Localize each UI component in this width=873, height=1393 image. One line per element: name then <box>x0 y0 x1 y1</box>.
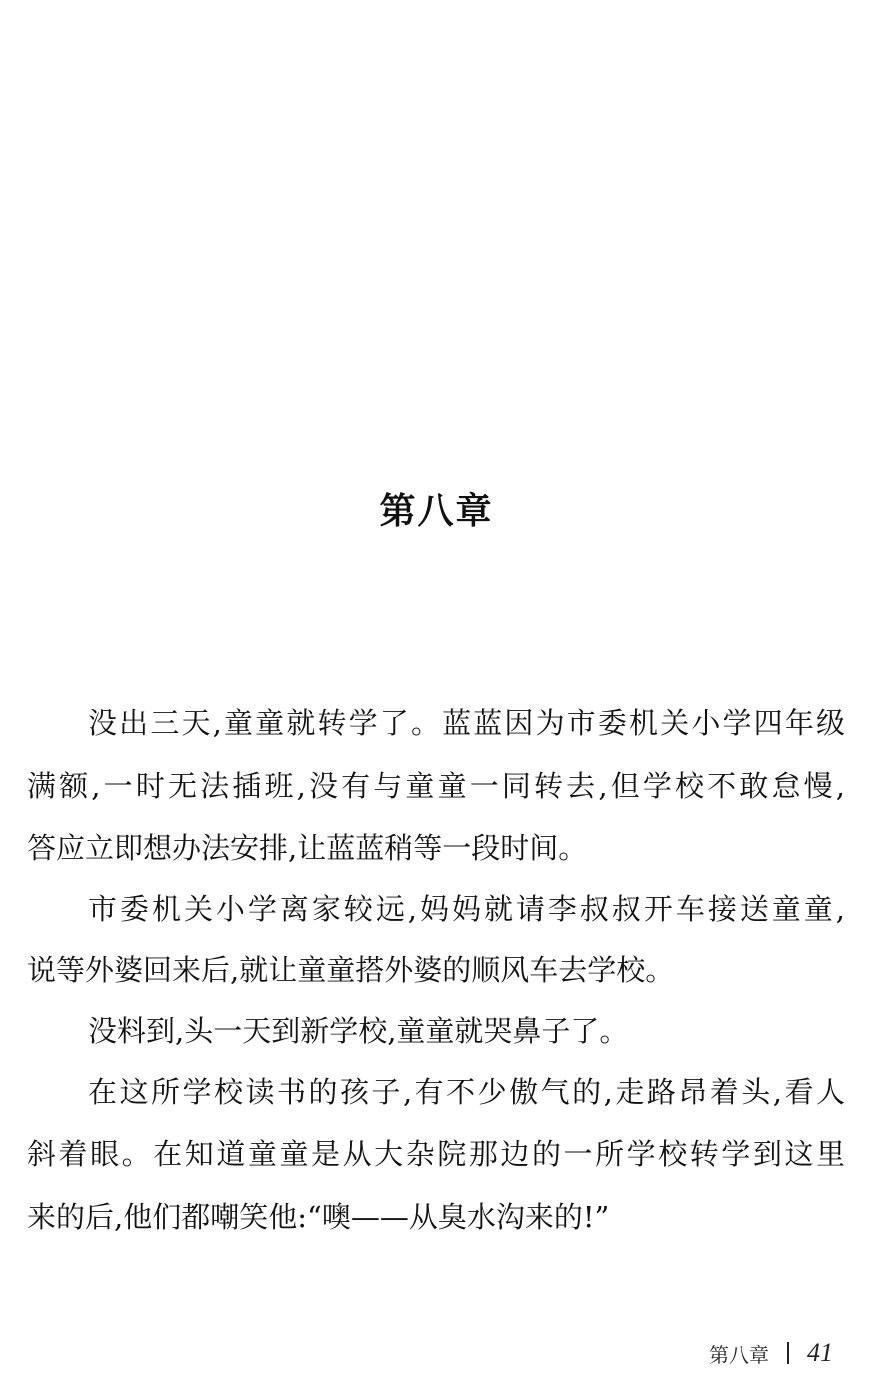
text-line: 满额,一时无法插班,没有与童童一同转去,但学校不敢怠慢, <box>27 769 845 803</box>
text-line: 没料到,头一天到新学校,童童就哭鼻子了。 <box>88 1014 629 1048</box>
text-line: 在这所学校读书的孩子,有不少傲气的,走路昂着头,看人 <box>88 1075 845 1109</box>
text-line: 来的后,他们都嘲笑他:“噢——从臭水沟来的!” <box>27 1200 610 1234</box>
chapter-title: 第八章 <box>379 491 494 532</box>
text-line: 答应立即想办法安排,让蓝蓝稍等一段时间。 <box>27 831 588 865</box>
text-line: 市委机关小学离家较远,妈妈就请李叔叔开车接送童童, <box>88 892 845 926</box>
text-line: 没出三天,童童就转学了。蓝蓝因为市委机关小学四年级 <box>88 706 845 740</box>
page-footer <box>709 1338 833 1368</box>
footer-divider <box>787 1342 789 1364</box>
text-line: 斜着眼。在知道童童是从大杂院那边的一所学校转学到这里 <box>27 1137 845 1171</box>
page-number: 41 <box>807 1338 833 1367</box>
running-head: 第八章 <box>709 1342 769 1367</box>
text-line: 说等外婆回来后,就让童童搭外婆的顺风车去学校。 <box>27 953 675 987</box>
